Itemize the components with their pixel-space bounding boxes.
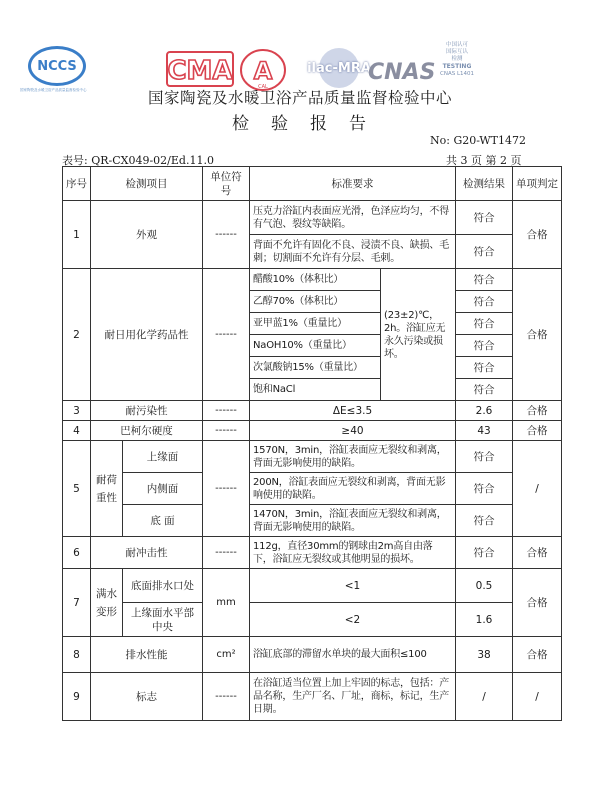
verdict-cell: / <box>513 441 562 537</box>
table-row <box>63 441 562 473</box>
requirement-cell: 200N，浴缸表面应无裂纹和剥离，背面无影响使用的缺陷。 <box>250 473 456 505</box>
ncs-caption: 国家陶瓷及水暖卫浴产品质量监督检验中心 <box>20 88 87 92</box>
seq-cell: 9 <box>63 673 91 721</box>
item-cell: 耐日用化学药品性 <box>91 269 203 401</box>
unit-cell: ------ <box>203 537 250 569</box>
requirement-cell: 在浴缸适当位置上加上牢固的标志，包括：产品名称，生产厂名、厂址，商标，标记，生产日期。 <box>250 673 456 721</box>
result-cell: 符合 <box>456 291 513 313</box>
ilac-mra-text: ilac-MRA <box>307 61 371 76</box>
requirement-cell: ΔE≤3.5 <box>250 401 456 421</box>
reagent-cell: 醋酸10%（体积比） <box>250 269 381 291</box>
header-seq: 序号 <box>63 167 91 201</box>
verdict-cell: 合格 <box>513 201 562 269</box>
result-cell: 43 <box>456 421 513 441</box>
cnas-logo: CNAS <box>368 60 436 85</box>
verdict-cell: 合格 <box>513 537 562 569</box>
header-requirement: 标准要求 <box>250 167 456 201</box>
requirement-cell: 压克力浴缸内表面应光滑，色泽应均匀，不得有气泡、裂纹等缺陷。 <box>250 201 456 235</box>
result-cell: 符合 <box>456 379 513 401</box>
item-cell: 外观 <box>91 201 203 269</box>
seq-cell: 4 <box>63 421 91 441</box>
testing-mark: 中国认可 国际互认 检测 TESTING CNAS L1401 <box>439 42 475 77</box>
verdict-cell: 合格 <box>513 269 562 401</box>
item-cell: 耐污染性 <box>91 401 203 421</box>
unit-cell: ------ <box>203 269 250 401</box>
verdict-cell: / <box>513 673 562 721</box>
seq-cell: 8 <box>63 637 91 673</box>
result-cell: 符合 <box>456 313 513 335</box>
report-number: No: G20-WT1472 <box>430 134 526 147</box>
svg-text:CAL: CAL <box>258 84 268 90</box>
item-cell: 耐荷重性 <box>91 441 123 537</box>
svg-text:A: A <box>253 57 273 85</box>
header-verdict: 单项判定 <box>513 167 562 201</box>
form-number: 表号: QR-CX049-02/Ed.11.0 <box>62 154 214 167</box>
result-cell: 2.6 <box>456 401 513 421</box>
result-cell: / <box>456 673 513 721</box>
result-cell: 符合 <box>456 473 513 505</box>
svg-text:CMA: CMA <box>167 56 233 86</box>
sub-item-cell: 上缘面水平部中央 <box>123 603 203 637</box>
table-header-row <box>63 167 562 201</box>
sub-item-cell: 内侧面 <box>123 473 203 505</box>
reagent-cell: 次氯酸钠15%（重量比） <box>250 357 381 379</box>
inspection-table <box>62 166 562 721</box>
reagent-cell: 饱和NaCl <box>250 379 381 401</box>
requirement-cell: 浴缸底部的滞留水单块的最大面积≤100 <box>250 637 456 673</box>
item-cell: 耐冲击性 <box>91 537 203 569</box>
unit-cell: ------ <box>203 421 250 441</box>
reagent-cell: 乙醇70%（体积比） <box>250 291 381 313</box>
header-result: 检测结果 <box>456 167 513 201</box>
reagent-cell: 亚甲蓝1%（重量比） <box>250 313 381 335</box>
unit-cell: ------ <box>203 201 250 269</box>
table-row <box>63 603 562 637</box>
table-row <box>63 421 562 441</box>
table-row <box>63 637 562 673</box>
condition-cell: (23±2)℃，2h。浴缸应无永久污染或损坏。 <box>381 269 456 401</box>
report-title: 检验报告 <box>232 114 388 134</box>
result-cell: 符合 <box>456 357 513 379</box>
table-row <box>63 269 562 291</box>
result-cell: 符合 <box>456 235 513 269</box>
ncs-mark: NCCS <box>28 46 86 86</box>
seq-cell: 7 <box>63 569 91 637</box>
seq-cell: 5 <box>63 441 91 537</box>
unit-cell: ------ <box>203 673 250 721</box>
verdict-cell: 合格 <box>513 421 562 441</box>
result-cell: 0.5 <box>456 569 513 603</box>
result-cell: 1.6 <box>456 603 513 637</box>
result-cell: 符合 <box>456 335 513 357</box>
reagent-cell: NaOH10%（重量比） <box>250 335 381 357</box>
requirement-cell: 背面不允许有固化不良、浸渍不良、缺损、毛刺；切割面不允许有分层、毛刺。 <box>250 235 456 269</box>
table-row <box>63 201 562 235</box>
organization-name: 国家陶瓷及水暖卫浴产品质量监督检验中心 <box>147 89 452 107</box>
result-cell: 符合 <box>456 441 513 473</box>
ilac-mra-logo <box>303 48 375 88</box>
result-cell: 38 <box>456 637 513 673</box>
item-cell: 排水性能 <box>91 637 203 673</box>
table-row <box>63 569 562 603</box>
table-row <box>63 505 562 537</box>
requirement-cell: <1 <box>250 569 456 603</box>
page-count: 共 3 页 第 2 页 <box>446 154 522 167</box>
result-cell: 符合 <box>456 537 513 569</box>
seq-cell: 2 <box>63 269 91 401</box>
table-row <box>63 537 562 569</box>
verdict-cell: 合格 <box>513 637 562 673</box>
cma-logo <box>165 50 235 88</box>
item-cell: 满水变形 <box>91 569 123 637</box>
sub-item-cell: 上缘面 <box>123 441 203 473</box>
header-unit: 单位符号 <box>203 167 250 201</box>
unit-cell: ------ <box>203 401 250 421</box>
unit-cell: ------ <box>203 441 250 537</box>
requirement-cell: 1570N，3min，浴缸表面应无裂纹和剥离，背面无影响使用的缺陷。 <box>250 441 456 473</box>
sub-item-cell: 底面排水口处 <box>123 569 203 603</box>
seq-cell: 3 <box>63 401 91 421</box>
header-item: 检测项目 <box>91 167 203 201</box>
unit-cell: mm <box>203 569 250 637</box>
result-cell: 符合 <box>456 269 513 291</box>
verdict-cell: 合格 <box>513 569 562 637</box>
seq-cell: 6 <box>63 537 91 569</box>
cma-mark <box>165 50 235 88</box>
result-cell: 符合 <box>456 201 513 235</box>
seq-cell: 1 <box>63 201 91 269</box>
item-cell: 标志 <box>91 673 203 721</box>
result-cell: 符合 <box>456 505 513 537</box>
table-row <box>63 473 562 505</box>
item-cell: 巴柯尔硬度 <box>91 421 203 441</box>
verdict-cell: 合格 <box>513 401 562 421</box>
requirement-cell: ≥40 <box>250 421 456 441</box>
requirement-cell: 1470N，3min，浴缸表面应无裂纹和剥离，背面无影响使用的缺陷。 <box>250 505 456 537</box>
table-row <box>63 673 562 721</box>
requirement-cell: 112g，直径30mm的钢球由2m高自由落下，浴缸应无裂纹或其他明显的损坏。 <box>250 537 456 569</box>
unit-cell: cm² <box>203 637 250 673</box>
requirement-cell: <2 <box>250 603 456 637</box>
table-row <box>63 401 562 421</box>
sub-item-cell: 底 面 <box>123 505 203 537</box>
